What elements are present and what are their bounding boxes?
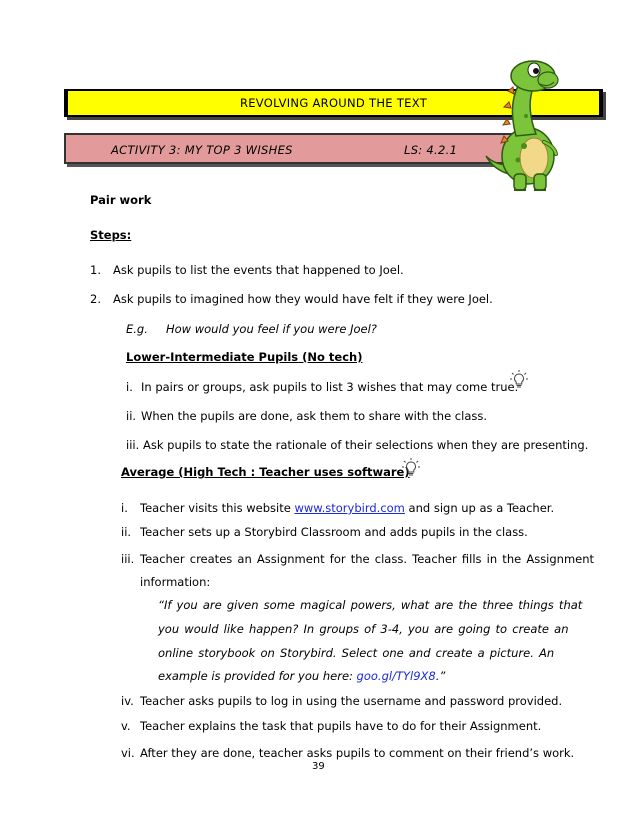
list-item-number: ii.: [126, 409, 137, 423]
list-item-text-continued: information:: [140, 575, 211, 589]
assignment-prompt-line: online storybook on Storybird. Select one and create a picture. An: [158, 646, 555, 660]
average-heading: Average (High Tech : Teacher uses software): [121, 465, 410, 479]
activity-banner: [64, 133, 514, 164]
dinosaur-icon: [478, 46, 576, 196]
pair-work-label: Pair work: [90, 193, 152, 207]
list-item-text: Teacher explains the task that pupils have to do for their Assignment.: [140, 719, 542, 733]
activity-title: ACTIVITY 3: MY TOP 3 WISHES: [111, 143, 293, 157]
assignment-prompt-line: example is provided for you here: goo.gl/TYl9X8.”: [158, 669, 446, 683]
list-item-number: i.: [126, 380, 133, 394]
list-item-number: ii.: [121, 525, 132, 539]
list-item-text: In pairs or groups, ask pupils to list 3 wishes that may come true.: [141, 380, 519, 394]
list-item-text: Teacher creates an Assignment for the class. Teacher fills in the Assignment: [140, 552, 595, 566]
example-prefix: E.g.: [126, 322, 148, 336]
list-item-text: Ask pupils to state the rationale of their selections when they are presenting.: [143, 438, 589, 452]
step-text: Ask pupils to list the events that happened to Joel.: [113, 263, 404, 277]
section-title: REVOLVING AROUND THE TEXT: [239, 96, 428, 110]
list-item-number: iii.: [121, 552, 135, 566]
list-item-number: i.: [121, 501, 128, 515]
step-number: 2.: [90, 292, 101, 306]
example-link[interactable]: goo.gl/TYl9X8: [356, 669, 436, 683]
lightbulb-icon: [401, 457, 421, 477]
steps-heading: Steps:: [90, 228, 132, 242]
lower-intermediate-heading: Lower-Intermediate Pupils (No tech): [126, 350, 363, 364]
assignment-prompt-line: you would like happen? In groups of 3-4, you are going to create an: [158, 622, 569, 636]
lightbulb-icon: [509, 369, 529, 389]
step-number: 1.: [90, 263, 101, 277]
list-item-text: After they are done, teacher asks pupils to comment on their friend’s work.: [140, 746, 575, 760]
learning-standard: LS: 4.2.1: [404, 143, 458, 157]
list-item-number: v.: [121, 719, 131, 733]
assignment-prompt-line: “If you are given some magical powers, what are the three things that: [158, 598, 583, 612]
page-number: 39: [312, 761, 325, 772]
example-question: How would you feel if you were Joel?: [166, 322, 377, 336]
list-item-text: Teacher visits this website www.storybird.com and sign up as a Teacher.: [140, 501, 555, 515]
list-item-text: When the pupils are done, ask them to share with the class.: [141, 409, 487, 423]
list-item-text: Teacher sets up a Storybird Classroom and adds pupils in the class.: [140, 525, 528, 539]
storybird-link[interactable]: www.storybird.com: [294, 501, 405, 515]
list-item-number: iii.: [126, 438, 140, 452]
step-text: Ask pupils to imagined how they would have felt if they were Joel.: [113, 292, 493, 306]
list-item-number: vi.: [121, 746, 135, 760]
list-item-number: iv.: [121, 694, 134, 708]
list-item-text: Teacher asks pupils to log in using the username and password provided.: [140, 694, 563, 708]
